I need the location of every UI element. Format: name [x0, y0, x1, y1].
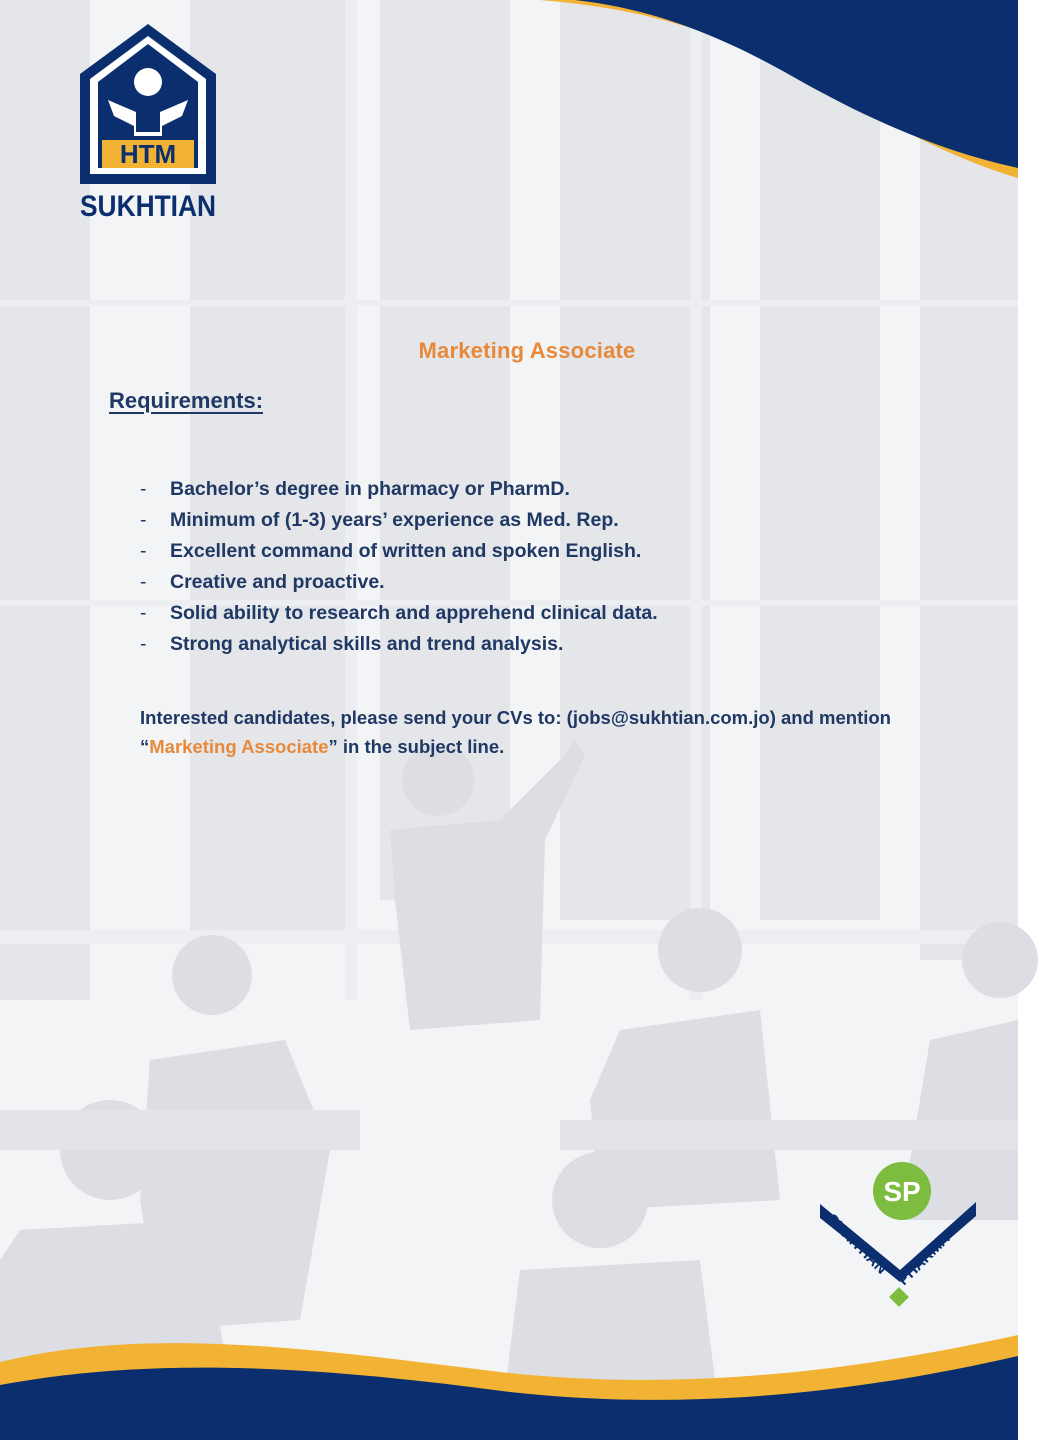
job-title: Marketing Associate	[418, 338, 636, 363]
requirement-text: Strong analytical skills and trend analysis.	[170, 633, 564, 655]
sp-right-text: PHARMA	[894, 1230, 954, 1289]
requirement-item	[138, 567, 658, 598]
sukhtian-pharma-logo	[818, 1158, 978, 1318]
requirement-item	[138, 629, 658, 660]
sp-initials: SP	[883, 1176, 921, 1207]
requirements-heading: Requirements:	[109, 388, 264, 413]
htm-logo-text: HTM	[119, 139, 177, 169]
bullet-dash: -	[140, 602, 147, 624]
requirement-item	[138, 536, 658, 567]
requirement-item	[138, 598, 658, 629]
application-instructions	[140, 703, 960, 761]
bullet-dash: -	[140, 571, 147, 593]
subject-highlight: Marketing Associate	[149, 736, 329, 757]
bullet-dash: -	[140, 633, 147, 655]
requirement-text: Creative and proactive.	[170, 571, 385, 593]
requirement-text: Bachelor’s degree in pharmacy or PharmD.	[170, 478, 570, 500]
contact-suffix: ” in the subject line.	[328, 736, 505, 757]
requirement-text: Minimum of (1-3) years’ experience as Med. Rep.	[170, 509, 619, 531]
bullet-dash: -	[140, 478, 147, 500]
bullet-dash: -	[140, 509, 147, 531]
contact-prefix: Interested candidates, please send your CVs to: (jobs@sukhtian.com.jo) and mention	[140, 707, 891, 728]
requirements-list	[138, 474, 658, 660]
requirement-item	[138, 474, 658, 505]
sukhtian-logo-text: SUKHTIAN	[80, 190, 216, 223]
bullet-dash: -	[140, 540, 147, 562]
sp-left-text: SUKHTIAN	[823, 1210, 891, 1278]
open-quote: “	[140, 736, 150, 757]
htm-sukhtian-logo	[78, 22, 218, 222]
requirement-item	[138, 505, 658, 536]
requirement-text: Solid ability to research and apprehend clinical data.	[170, 602, 658, 624]
requirement-text: Excellent command of written and spoken English.	[170, 540, 642, 562]
